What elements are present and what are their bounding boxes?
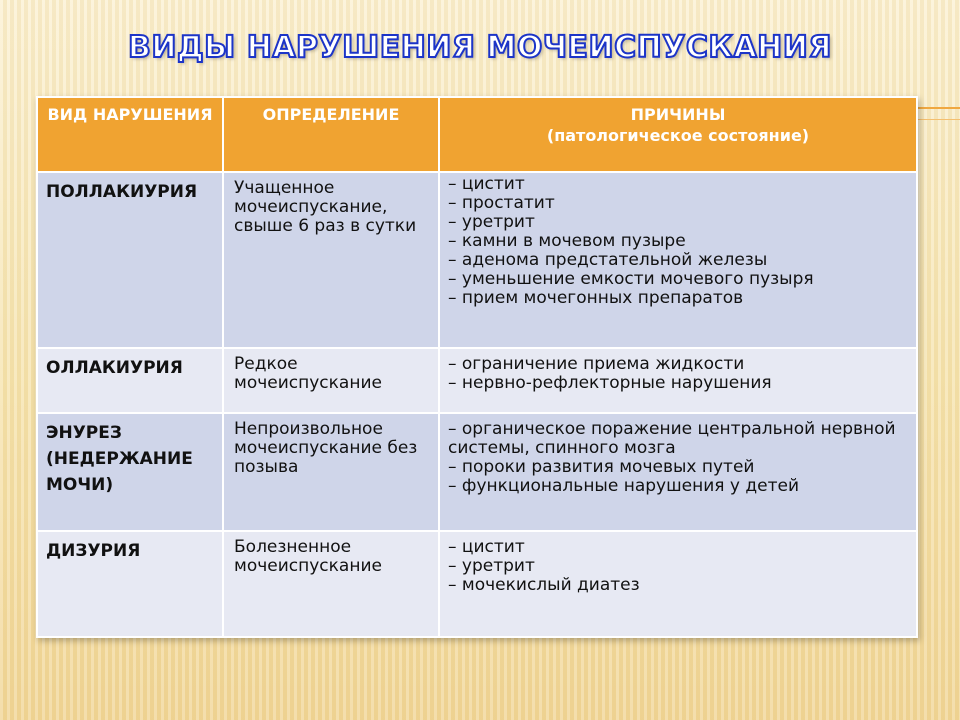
cause-item: – уретрит bbox=[448, 212, 535, 232]
table-header-row bbox=[37, 97, 917, 172]
header-definition: ОПРЕДЕЛЕНИЕ bbox=[223, 97, 439, 172]
table-row bbox=[37, 172, 917, 348]
header-causes-subtitle: (патологическое состояние) bbox=[546, 126, 810, 145]
disorder-causes bbox=[439, 413, 917, 531]
disorder-causes bbox=[439, 172, 917, 348]
disorder-name: ЭНУРЕЗ (НЕДЕРЖАНИЕ МОЧИ) bbox=[37, 413, 223, 531]
cause-item: – уменьшение емкости мочевого пузыря bbox=[448, 269, 814, 289]
cause-item: – ограничение приема жидкости bbox=[448, 354, 745, 374]
cause-item: – нервно-рефлекторные нарушения bbox=[448, 373, 772, 393]
header-type: ВИД НАРУШЕНИЯ bbox=[37, 97, 223, 172]
table-row bbox=[37, 348, 917, 413]
cause-item: – функциональные нарушения у детей bbox=[448, 476, 799, 496]
disorder-definition: Учащенное мочеиспускание, свыше 6 раз в сутки bbox=[223, 172, 439, 348]
disorder-definition: Болезненное мочеиспускание bbox=[223, 531, 439, 637]
cause-item: – аденома предстательной железы bbox=[448, 250, 768, 270]
disorder-name: ОЛЛАКИУРИЯ bbox=[37, 348, 223, 413]
decorative-line bbox=[915, 107, 960, 109]
cause-item: – простатит bbox=[448, 193, 555, 213]
table-row bbox=[37, 413, 917, 531]
cause-item: – камни в мочевом пузыре bbox=[448, 231, 686, 251]
cause-item: – уретрит bbox=[448, 556, 535, 576]
decorative-line bbox=[915, 119, 960, 120]
cause-item: – мочекислый диатез bbox=[448, 575, 640, 595]
disorder-causes bbox=[439, 531, 917, 637]
disorders-table bbox=[36, 96, 918, 638]
table-row bbox=[37, 531, 917, 637]
page-title: ВИДЫ НАРУШЕНИЯ МОЧЕИСПУСКАНИЯ bbox=[127, 30, 832, 65]
disorder-causes bbox=[439, 348, 917, 413]
disorder-definition: Редкое мочеиспускание bbox=[223, 348, 439, 413]
disorder-name: ДИЗУРИЯ bbox=[37, 531, 223, 637]
cause-item: – цистит bbox=[448, 537, 525, 557]
cause-item: – прием мочегонных препаратов bbox=[448, 288, 744, 308]
disorder-name: ПОЛЛАКИУРИЯ bbox=[37, 172, 223, 348]
cause-item: – органическое поражение центральной нервной системы, спинного мозга bbox=[448, 419, 896, 458]
disorder-definition: Непроизвольное мочеиспускание без позыва bbox=[223, 413, 439, 531]
header-causes-title: ПРИЧИНЫ bbox=[630, 105, 726, 124]
cause-item: – цистит bbox=[448, 174, 525, 194]
cause-item: – пороки развития мочевых путей bbox=[448, 457, 755, 477]
header-causes bbox=[439, 97, 917, 172]
